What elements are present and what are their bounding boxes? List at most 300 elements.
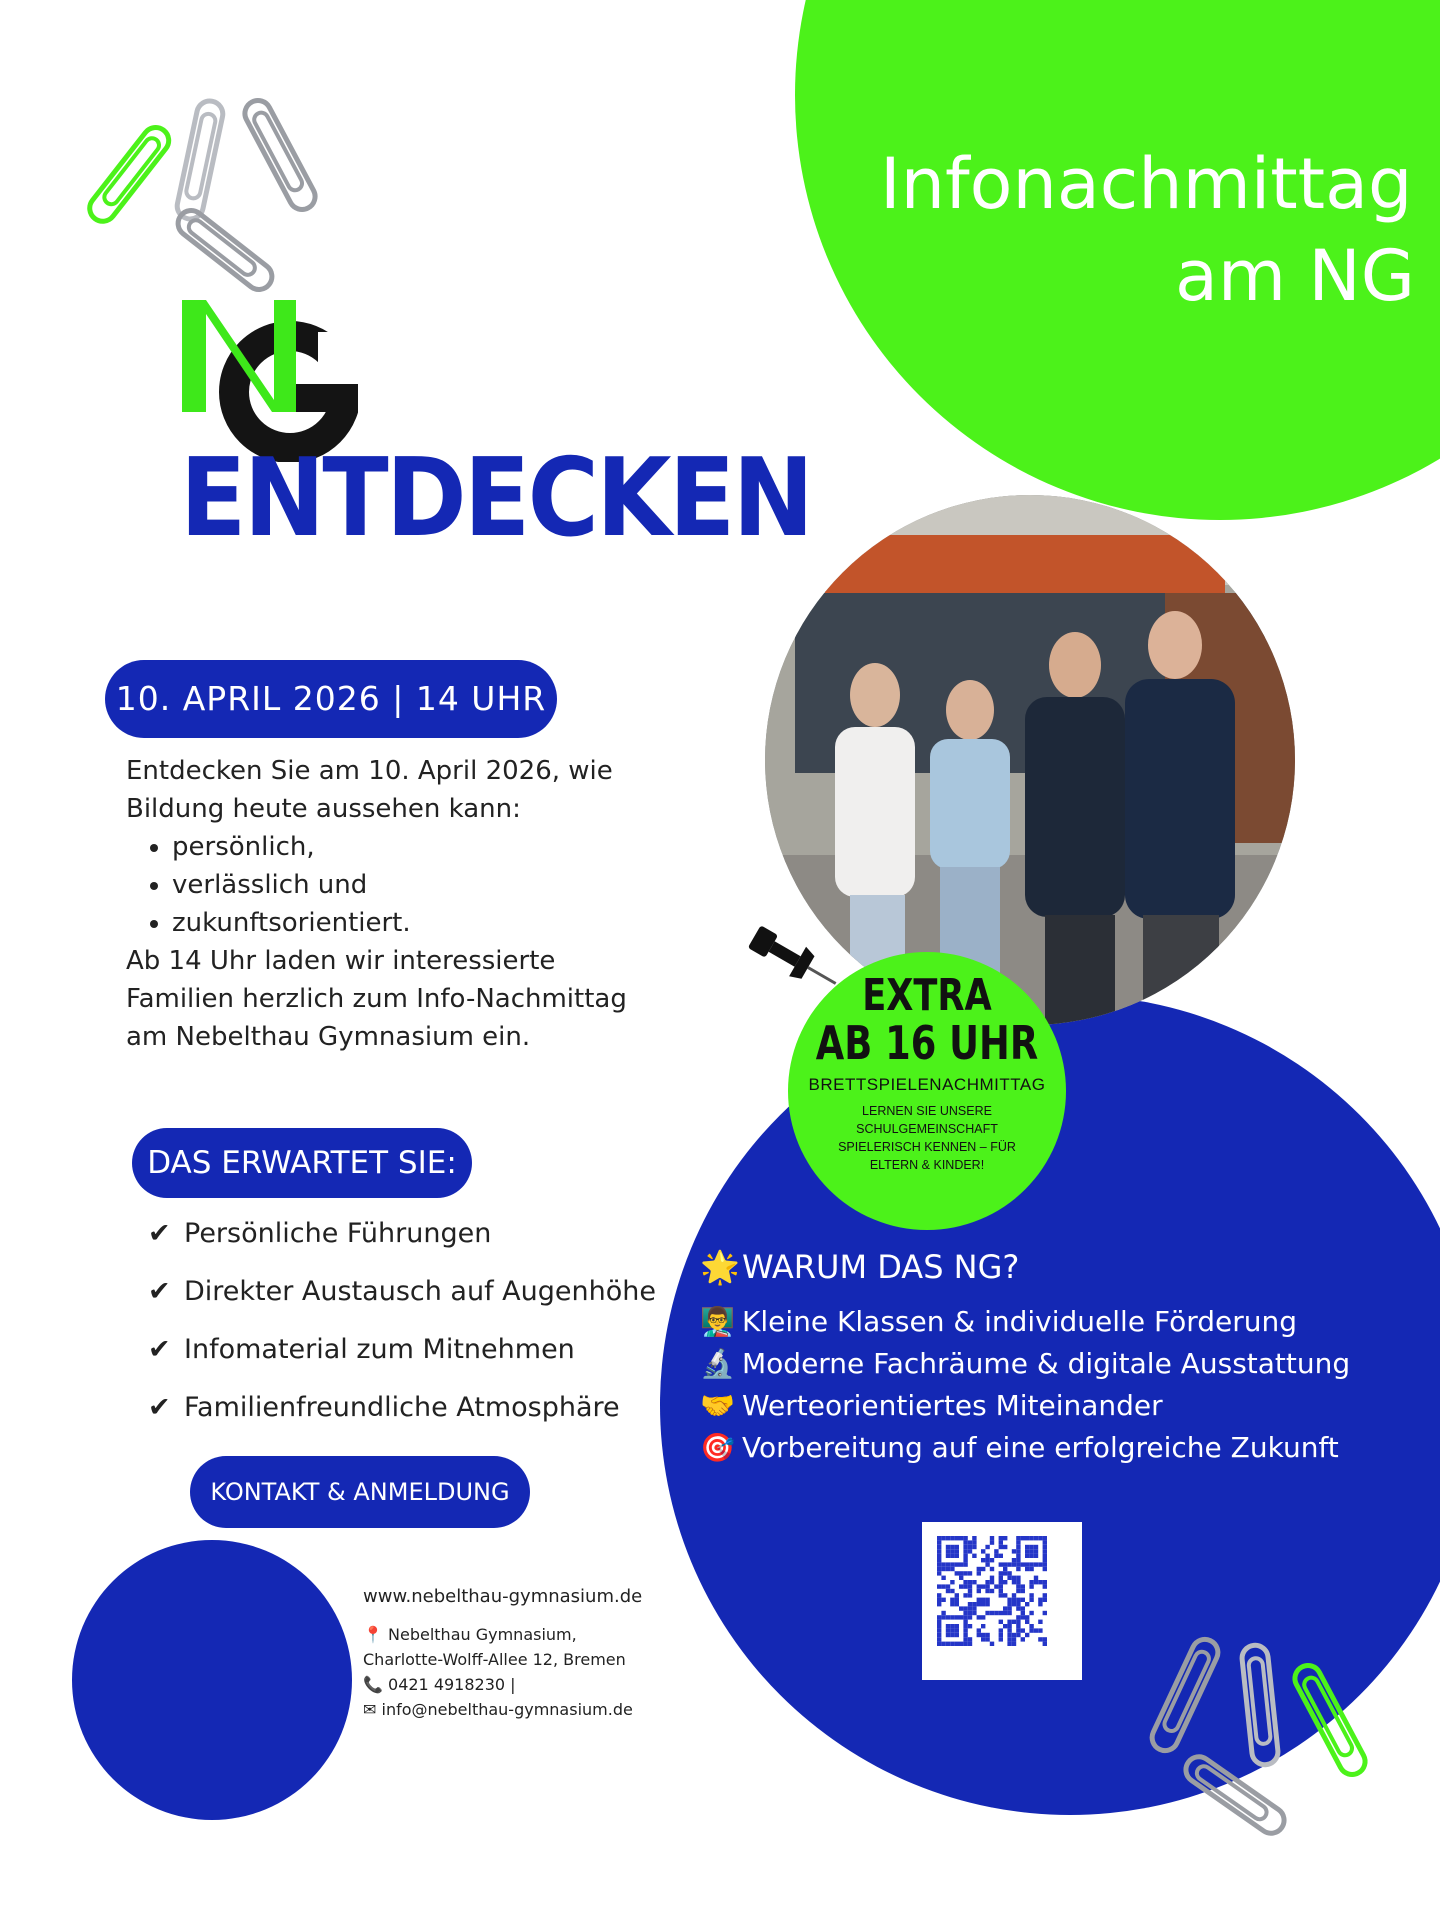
qr-module xyxy=(955,1549,959,1553)
qr-module xyxy=(1025,1562,1029,1566)
qr-module xyxy=(985,1602,989,1606)
qr-module xyxy=(1007,1571,1011,1575)
qr-module xyxy=(955,1598,959,1602)
qr-module xyxy=(990,1580,994,1584)
contact-registration-button[interactable]: KONTAKT & ANMELDUNG xyxy=(190,1456,530,1528)
qr-module xyxy=(1003,1624,1007,1628)
qr-module xyxy=(999,1611,1003,1615)
qr-module xyxy=(1025,1567,1029,1571)
qr-module xyxy=(955,1628,959,1632)
qr-module xyxy=(963,1606,967,1610)
qr-module xyxy=(959,1606,963,1610)
qr-module xyxy=(1043,1549,1047,1553)
qr-module xyxy=(937,1637,941,1641)
qr-module xyxy=(977,1584,981,1588)
qr-module xyxy=(1012,1593,1016,1597)
intro-bullet: • zukunftsorientiert. xyxy=(172,904,646,942)
qr-module xyxy=(937,1633,941,1637)
qr-module xyxy=(1025,1620,1029,1624)
qr-module xyxy=(985,1545,989,1549)
qr-module xyxy=(1029,1536,1033,1540)
qr-module xyxy=(981,1558,985,1562)
headline: ENTDECKEN xyxy=(180,436,812,561)
qr-module xyxy=(937,1558,941,1562)
expect-item xyxy=(148,1205,656,1263)
qr-module xyxy=(968,1540,972,1544)
qr-module xyxy=(994,1554,998,1558)
qr-module xyxy=(959,1642,963,1646)
qr-module xyxy=(950,1580,954,1584)
address-line-1 xyxy=(363,1622,642,1647)
qr-module xyxy=(1029,1580,1033,1584)
website-link[interactable]: www.nebelthau-gymnasium.de xyxy=(363,1586,643,1607)
expect-heading: DAS ERWARTET SIE: xyxy=(132,1128,472,1198)
qr-module xyxy=(1038,1580,1042,1584)
qr-module xyxy=(1029,1611,1033,1615)
qr-module xyxy=(963,1637,967,1641)
expect-list xyxy=(148,1205,656,1437)
date-pill: 10. APRIL 2026 | 14 UHR xyxy=(105,660,557,738)
qr-module xyxy=(1016,1558,1020,1562)
paperclip-icon xyxy=(165,200,285,300)
qr-module xyxy=(963,1536,967,1540)
qr-module xyxy=(946,1589,950,1593)
qr-module xyxy=(985,1580,989,1584)
why-ng-heading xyxy=(700,1245,1350,1289)
qr-module xyxy=(1003,1593,1007,1597)
qr-module xyxy=(1003,1545,1007,1549)
qr-module xyxy=(1021,1611,1025,1615)
qr-module xyxy=(1003,1571,1007,1575)
qr-module xyxy=(941,1642,945,1646)
extra-description: LERNEN SIE UNSERE SCHULGEMEINSCHAFT SPIELERISCH KENNEN – FÜR ELTERN & KINDER! xyxy=(838,1104,1016,1172)
qr-module xyxy=(968,1642,972,1646)
qr-module xyxy=(1016,1589,1020,1593)
qr-module xyxy=(1043,1567,1047,1571)
qr-module xyxy=(950,1598,954,1602)
qr-module xyxy=(999,1589,1003,1593)
small-blue-circle-decoration xyxy=(72,1540,352,1820)
microscope-icon: 🔬 xyxy=(700,1347,735,1380)
qr-module xyxy=(1012,1580,1016,1584)
qr-module xyxy=(1012,1620,1016,1624)
qr-module xyxy=(1029,1554,1033,1558)
qr-module xyxy=(963,1611,967,1615)
qr-module xyxy=(1034,1562,1038,1566)
qr-module xyxy=(1038,1602,1042,1606)
qr-module xyxy=(1029,1628,1033,1632)
qr-module xyxy=(937,1624,941,1628)
email-address[interactable]: info@nebelthau-gymnasium.de xyxy=(381,1700,633,1719)
qr-module xyxy=(937,1536,941,1540)
title-line-1: Infonachmittag xyxy=(880,143,1413,225)
qr-module xyxy=(1034,1549,1038,1553)
qr-module xyxy=(968,1580,972,1584)
qr-module xyxy=(999,1562,1003,1566)
qr-module xyxy=(963,1545,967,1549)
why-ng-item-label: Werteorientiertes Miteinander xyxy=(742,1389,1163,1422)
qr-module xyxy=(1038,1598,1042,1602)
qr-module xyxy=(1012,1637,1016,1641)
qr-module xyxy=(985,1589,989,1593)
intro-bullet-list xyxy=(126,828,646,942)
qr-module xyxy=(1029,1624,1033,1628)
qr-module xyxy=(937,1593,941,1597)
qr-module xyxy=(963,1562,967,1566)
check-icon: ✔ xyxy=(148,1392,171,1423)
qr-module xyxy=(972,1606,976,1610)
qr-module xyxy=(977,1598,981,1602)
qr-module xyxy=(955,1593,959,1597)
qr-module xyxy=(937,1584,941,1588)
qr-module xyxy=(1016,1536,1020,1540)
qr-module xyxy=(994,1549,998,1553)
qr-module xyxy=(950,1642,954,1646)
qr-module xyxy=(981,1615,985,1619)
qr-module xyxy=(1029,1567,1033,1571)
qr-module xyxy=(955,1642,959,1646)
qr-module xyxy=(946,1536,950,1540)
qr-module xyxy=(955,1562,959,1566)
qr-module xyxy=(950,1567,954,1571)
qr-module xyxy=(937,1540,941,1544)
qr-module xyxy=(1025,1633,1029,1637)
qr-module xyxy=(1007,1602,1011,1606)
qr-module xyxy=(990,1642,994,1646)
qr-module xyxy=(999,1620,1003,1624)
qr-module xyxy=(1016,1554,1020,1558)
qr-module xyxy=(981,1637,985,1641)
expect-item-label: Infomaterial zum Mitnehmen xyxy=(184,1334,575,1365)
qr-module xyxy=(999,1540,1003,1544)
qr-module xyxy=(1007,1562,1011,1566)
qr-module xyxy=(1012,1633,1016,1637)
qr-module xyxy=(1025,1545,1029,1549)
qr-module xyxy=(950,1554,954,1558)
qr-module xyxy=(937,1615,941,1619)
qr-module xyxy=(950,1589,954,1593)
qr-module xyxy=(1034,1580,1038,1584)
qr-module xyxy=(1007,1642,1011,1646)
qr-module xyxy=(990,1540,994,1544)
qr-module xyxy=(1043,1637,1047,1641)
qr-module xyxy=(955,1615,959,1619)
qr-module xyxy=(950,1545,954,1549)
qr-module xyxy=(955,1554,959,1558)
qr-module xyxy=(1038,1562,1042,1566)
qr-module xyxy=(1038,1637,1042,1641)
qr-module xyxy=(1003,1567,1007,1571)
qr-module xyxy=(1021,1536,1025,1540)
qr-module xyxy=(1021,1598,1025,1602)
qr-module xyxy=(1007,1620,1011,1624)
phone-icon: 📞 xyxy=(363,1675,383,1694)
qr-module xyxy=(985,1598,989,1602)
qr-module xyxy=(937,1602,941,1606)
qr-module xyxy=(985,1611,989,1615)
qr-module xyxy=(963,1615,967,1619)
qr-module xyxy=(1021,1589,1025,1593)
qr-module xyxy=(968,1584,972,1588)
qr-module xyxy=(1034,1545,1038,1549)
qr-module xyxy=(963,1624,967,1628)
qr-module xyxy=(990,1567,994,1571)
qr-module xyxy=(1043,1584,1047,1588)
qr-module xyxy=(972,1611,976,1615)
qr-module xyxy=(959,1562,963,1566)
qr-module xyxy=(999,1593,1003,1597)
qr-module xyxy=(1021,1562,1025,1566)
qr-module xyxy=(999,1637,1003,1641)
qr-module xyxy=(1043,1580,1047,1584)
qr-module xyxy=(1043,1545,1047,1549)
why-ng-heading-label: WARUM DAS NG? xyxy=(742,1248,1020,1286)
qr-module xyxy=(1016,1602,1020,1606)
qr-module xyxy=(963,1633,967,1637)
qr-module xyxy=(1003,1606,1007,1610)
qr-module xyxy=(959,1536,963,1540)
qr-module xyxy=(981,1549,985,1553)
qr-module xyxy=(999,1584,1003,1588)
qr-module xyxy=(1038,1536,1042,1540)
qr-module xyxy=(1043,1536,1047,1540)
expect-item xyxy=(148,1321,656,1379)
qr-module xyxy=(950,1628,954,1632)
qr-module xyxy=(1012,1549,1016,1553)
qr-module xyxy=(955,1536,959,1540)
qr-module xyxy=(937,1554,941,1558)
qr-module xyxy=(937,1567,941,1571)
qr-module xyxy=(941,1562,945,1566)
star-icon: 🌟 xyxy=(700,1248,740,1286)
qr-module xyxy=(985,1633,989,1637)
qr-module xyxy=(1025,1554,1029,1558)
qr-module xyxy=(985,1637,989,1641)
qr-module xyxy=(1016,1628,1020,1632)
why-ng-item-label: Vorbereitung auf eine erfolgreiche Zukunft xyxy=(742,1431,1339,1464)
qr-module xyxy=(1029,1593,1033,1597)
extra-subtitle: BRETTSPIELENACHMITTAG xyxy=(808,1075,1046,1094)
qr-module xyxy=(990,1611,994,1615)
qr-module xyxy=(1016,1584,1020,1588)
intro-bullet: • persönlich, xyxy=(172,828,646,866)
qr-module xyxy=(1043,1593,1047,1597)
extra-time: AB 16 UHR xyxy=(815,1016,1039,1070)
qr-code[interactable] xyxy=(922,1522,1082,1680)
qr-module xyxy=(968,1611,972,1615)
qr-module xyxy=(941,1584,945,1588)
qr-module xyxy=(968,1615,972,1619)
qr-module xyxy=(937,1628,941,1632)
qr-module xyxy=(968,1624,972,1628)
qr-module xyxy=(950,1536,954,1540)
qr-module xyxy=(1007,1611,1011,1615)
qr-module xyxy=(946,1562,950,1566)
qr-module xyxy=(968,1606,972,1610)
qr-module xyxy=(1007,1633,1011,1637)
qr-module xyxy=(1029,1598,1033,1602)
qr-module xyxy=(941,1576,945,1580)
qr-module xyxy=(1038,1628,1042,1632)
qr-module xyxy=(946,1545,950,1549)
qr-module xyxy=(963,1620,967,1624)
qr-module xyxy=(990,1576,994,1580)
qr-module xyxy=(977,1571,981,1575)
check-icon: ✔ xyxy=(148,1334,171,1365)
why-ng-item-label: Moderne Fachräume & digitale Ausstattung xyxy=(742,1347,1351,1380)
qr-module xyxy=(963,1549,967,1553)
expect-item-label: Persönliche Führungen xyxy=(184,1218,492,1249)
qr-module xyxy=(955,1602,959,1606)
email-line xyxy=(363,1697,642,1722)
qr-module xyxy=(950,1633,954,1637)
qr-module xyxy=(941,1615,945,1619)
qr-module xyxy=(1029,1562,1033,1566)
qr-module xyxy=(1007,1637,1011,1641)
qr-module xyxy=(977,1633,981,1637)
qr-module xyxy=(963,1642,967,1646)
qr-module xyxy=(1021,1637,1025,1641)
qr-module xyxy=(1016,1624,1020,1628)
qr-module xyxy=(941,1611,945,1615)
qr-module xyxy=(950,1615,954,1619)
qr-module xyxy=(1029,1549,1033,1553)
qr-module xyxy=(1021,1615,1025,1619)
address-line-2: Charlotte-Wolff-Allee 12, Bremen xyxy=(363,1650,626,1669)
qr-module xyxy=(999,1576,1003,1580)
qr-module xyxy=(1016,1576,1020,1580)
qr-module xyxy=(963,1571,967,1575)
qr-module xyxy=(1007,1624,1011,1628)
qr-module xyxy=(972,1602,976,1606)
qr-module xyxy=(1021,1584,1025,1588)
qr-module xyxy=(963,1584,967,1588)
qr-module xyxy=(994,1611,998,1615)
qr-module xyxy=(937,1545,941,1549)
qr-module xyxy=(946,1633,950,1637)
qr-module xyxy=(999,1554,1003,1558)
qr-module xyxy=(955,1624,959,1628)
qr-module xyxy=(1029,1584,1033,1588)
qr-module xyxy=(1016,1598,1020,1602)
qr-module xyxy=(1025,1549,1029,1553)
qr-module xyxy=(955,1545,959,1549)
qr-module xyxy=(946,1628,950,1632)
qr-module xyxy=(968,1571,972,1575)
qr-module xyxy=(1043,1642,1047,1646)
intro-lead: Entdecken Sie am 10. April 2026, wie Bildung heute aussehen kann: xyxy=(126,756,613,824)
qr-module xyxy=(941,1567,945,1571)
qr-module xyxy=(1038,1620,1042,1624)
expect-item xyxy=(148,1263,656,1321)
extra-badge xyxy=(788,952,1066,1230)
qr-module xyxy=(999,1545,1003,1549)
check-icon: ✔ xyxy=(148,1218,171,1249)
qr-module xyxy=(946,1624,950,1628)
qr-module xyxy=(990,1558,994,1562)
qr-module xyxy=(999,1580,1003,1584)
qr-module xyxy=(1016,1606,1020,1610)
qr-module xyxy=(1016,1620,1020,1624)
qr-module xyxy=(1043,1562,1047,1566)
expect-item xyxy=(148,1379,656,1437)
qr-module xyxy=(937,1571,941,1575)
why-ng-item xyxy=(700,1385,1350,1427)
why-ng-section xyxy=(700,1245,1350,1469)
qr-module xyxy=(1043,1611,1047,1615)
qr-module xyxy=(972,1545,976,1549)
qr-module xyxy=(999,1571,1003,1575)
extra-title: EXTRA xyxy=(862,970,992,1021)
qr-module xyxy=(941,1598,945,1602)
qr-module xyxy=(999,1536,1003,1540)
qr-module xyxy=(959,1584,963,1588)
qr-module xyxy=(1016,1580,1020,1584)
qr-module xyxy=(963,1593,967,1597)
qr-module xyxy=(985,1558,989,1562)
qr-module xyxy=(963,1554,967,1558)
location-pin-icon: 📍 xyxy=(363,1625,383,1644)
qr-module xyxy=(950,1549,954,1553)
qr-module xyxy=(1043,1554,1047,1558)
qr-module xyxy=(1012,1558,1016,1562)
qr-module xyxy=(1043,1598,1047,1602)
qr-module xyxy=(981,1624,985,1628)
qr-module xyxy=(946,1615,950,1619)
expect-item-label: Familienfreundliche Atmosphäre xyxy=(184,1392,620,1423)
qr-module xyxy=(1034,1576,1038,1580)
qr-module xyxy=(1007,1628,1011,1632)
qr-module xyxy=(1007,1606,1011,1610)
qr-module xyxy=(1034,1536,1038,1540)
page-title xyxy=(880,138,1440,322)
qr-module xyxy=(972,1540,976,1544)
qr-module xyxy=(959,1615,963,1619)
qr-module xyxy=(963,1580,967,1584)
qr-module xyxy=(946,1549,950,1553)
qr-module xyxy=(981,1567,985,1571)
qr-module xyxy=(946,1567,950,1571)
phone-number[interactable]: 0421 4918230 | xyxy=(388,1675,516,1694)
qr-module xyxy=(1025,1536,1029,1540)
qr-module xyxy=(985,1584,989,1588)
qr-module xyxy=(937,1598,941,1602)
qr-module xyxy=(1003,1562,1007,1566)
qr-module xyxy=(1007,1598,1011,1602)
teacher-icon: 👨‍🏫 xyxy=(700,1305,735,1338)
qr-module xyxy=(968,1637,972,1641)
qr-module xyxy=(946,1554,950,1558)
qr-module xyxy=(1025,1615,1029,1619)
qr-module xyxy=(955,1571,959,1575)
qr-module xyxy=(959,1571,963,1575)
qr-module xyxy=(1029,1545,1033,1549)
intro-text xyxy=(126,752,646,1056)
qr-module xyxy=(963,1540,967,1544)
handshake-icon: 🤝 xyxy=(700,1389,735,1422)
qr-module xyxy=(994,1584,998,1588)
qr-module xyxy=(990,1589,994,1593)
qr-module xyxy=(1021,1606,1025,1610)
qr-module xyxy=(1012,1602,1016,1606)
why-ng-item xyxy=(700,1343,1350,1385)
why-ng-item-label: Kleine Klassen & individuelle Förderung xyxy=(742,1305,1297,1338)
qr-module xyxy=(1016,1549,1020,1553)
qr-module xyxy=(1012,1562,1016,1566)
qr-module xyxy=(968,1549,972,1553)
qr-module xyxy=(968,1602,972,1606)
qr-module xyxy=(968,1593,972,1597)
